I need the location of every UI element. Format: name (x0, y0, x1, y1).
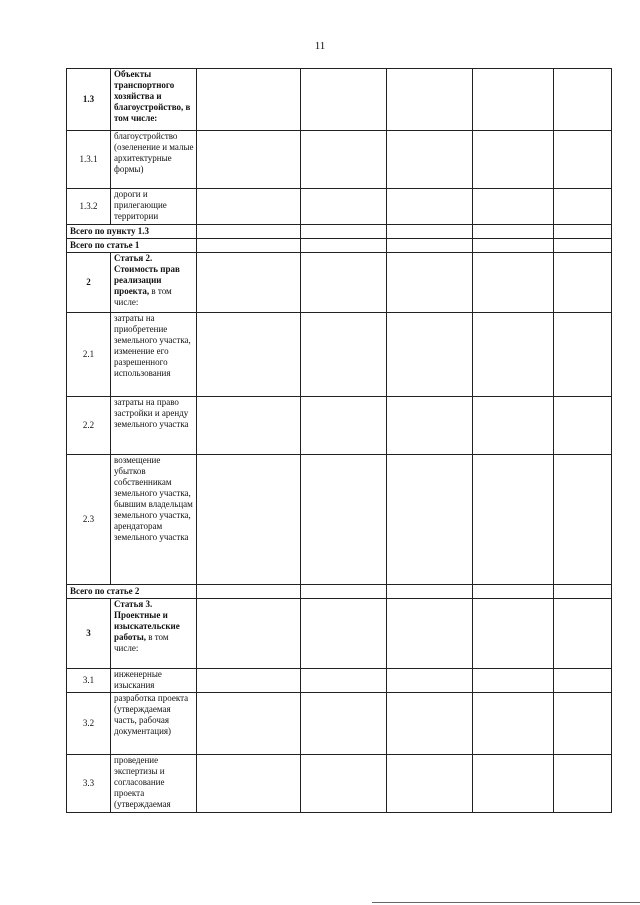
row-name: проведение экспертизы и согласование проекта (утверждаемая (111, 755, 197, 813)
value-cell (387, 755, 473, 813)
row-number: 2.3 (67, 455, 111, 585)
value-cell (197, 599, 301, 669)
value-cell (197, 189, 301, 225)
subtotal-label: Всего по пункту 1.3 (67, 225, 197, 239)
value-cell (197, 455, 301, 585)
value-cell (387, 455, 473, 585)
row-name: благоустройство (озеленение и малые архитектурные формы) (111, 131, 197, 189)
value-cell (301, 239, 387, 253)
value-cell (301, 189, 387, 225)
value-cell (197, 669, 301, 693)
value-cell (554, 239, 612, 253)
value-cell (301, 755, 387, 813)
row-name: затраты на право застройки и аренду земельного участка (111, 397, 197, 455)
value-cell (554, 755, 612, 813)
value-cell (387, 225, 473, 239)
value-cell (301, 599, 387, 669)
cost-table (66, 68, 612, 813)
value-cell (197, 585, 301, 599)
value-cell (473, 239, 554, 253)
row-name: возмещение убытков собственникам земельного участка, бывшим владельцам земельного участка, арендаторам земельного участка (111, 455, 197, 585)
row-number: 3.3 (67, 755, 111, 813)
row-name: инженерные изыскания (111, 669, 197, 693)
value-cell (473, 225, 554, 239)
table-row (67, 69, 612, 131)
value-cell (473, 69, 554, 131)
value-cell (301, 225, 387, 239)
value-cell (387, 599, 473, 669)
value-cell (473, 313, 554, 397)
value-cell (387, 69, 473, 131)
row-number: 3 (67, 599, 111, 669)
table-row (67, 397, 612, 455)
table-row (67, 131, 612, 189)
value-cell (473, 253, 554, 313)
table-row (67, 755, 612, 813)
row-name: затраты на приобретение земельного участка, изменение его разрешенного использования (111, 313, 197, 397)
table-row (67, 669, 612, 693)
row-number: 3.1 (67, 669, 111, 693)
row-number: 1.3.1 (67, 131, 111, 189)
value-cell (301, 253, 387, 313)
row-name: Объекты транспортного хозяйства и благоустройство, в том числе: (111, 69, 197, 131)
value-cell (473, 693, 554, 755)
row-number: 1.3 (67, 69, 111, 131)
value-cell (301, 131, 387, 189)
row-name: дороги и прилегающие территории (111, 189, 197, 225)
value-cell (197, 131, 301, 189)
table-row (67, 455, 612, 585)
value-cell (554, 253, 612, 313)
page-number: 11 (314, 40, 326, 52)
row-number: 3.2 (67, 693, 111, 755)
subtotal-label: Всего по статье 1 (67, 239, 197, 253)
value-cell (197, 69, 301, 131)
row-name: Статья 2. Стоимость прав реализации проекта, в том числе: (111, 253, 197, 313)
value-cell (301, 69, 387, 131)
value-cell (554, 669, 612, 693)
value-cell (387, 253, 473, 313)
value-cell (387, 669, 473, 693)
value-cell (554, 69, 612, 131)
value-cell (473, 755, 554, 813)
value-cell (554, 189, 612, 225)
scan-edge-line (372, 902, 640, 903)
value-cell (387, 131, 473, 189)
value-cell (387, 189, 473, 225)
value-cell (554, 693, 612, 755)
row-number: 2 (67, 253, 111, 313)
row-number: 2.1 (67, 313, 111, 397)
value-cell (554, 225, 612, 239)
table-row (67, 225, 612, 239)
value-cell (387, 313, 473, 397)
value-cell (473, 455, 554, 585)
value-cell (554, 599, 612, 669)
value-cell (197, 225, 301, 239)
value-cell (554, 131, 612, 189)
value-cell (197, 397, 301, 455)
value-cell (301, 397, 387, 455)
table-row (67, 599, 612, 669)
value-cell (301, 455, 387, 585)
row-number: 2.2 (67, 397, 111, 455)
table-row (67, 253, 612, 313)
table-row (67, 189, 612, 225)
value-cell (301, 585, 387, 599)
value-cell (387, 397, 473, 455)
value-cell (197, 239, 301, 253)
value-cell (197, 693, 301, 755)
value-cell (554, 313, 612, 397)
table-row (67, 693, 612, 755)
value-cell (554, 397, 612, 455)
value-cell (473, 585, 554, 599)
value-cell (301, 313, 387, 397)
value-cell (473, 131, 554, 189)
table-row (67, 585, 612, 599)
row-name: Статья 3. Проектные и изыскательские работы, в том числе: (111, 599, 197, 669)
value-cell (197, 755, 301, 813)
value-cell (301, 669, 387, 693)
row-number: 1.3.2 (67, 189, 111, 225)
value-cell (554, 455, 612, 585)
value-cell (473, 189, 554, 225)
value-cell (473, 397, 554, 455)
value-cell (301, 693, 387, 755)
value-cell (197, 313, 301, 397)
value-cell (554, 585, 612, 599)
value-cell (387, 239, 473, 253)
value-cell (473, 599, 554, 669)
value-cell (197, 253, 301, 313)
value-cell (473, 669, 554, 693)
value-cell (387, 693, 473, 755)
value-cell (387, 585, 473, 599)
row-name: разработка проекта (утверждаемая часть, рабочая документация) (111, 693, 197, 755)
subtotal-label: Всего по статье 2 (67, 585, 197, 599)
table-row (67, 313, 612, 397)
table-row (67, 239, 612, 253)
